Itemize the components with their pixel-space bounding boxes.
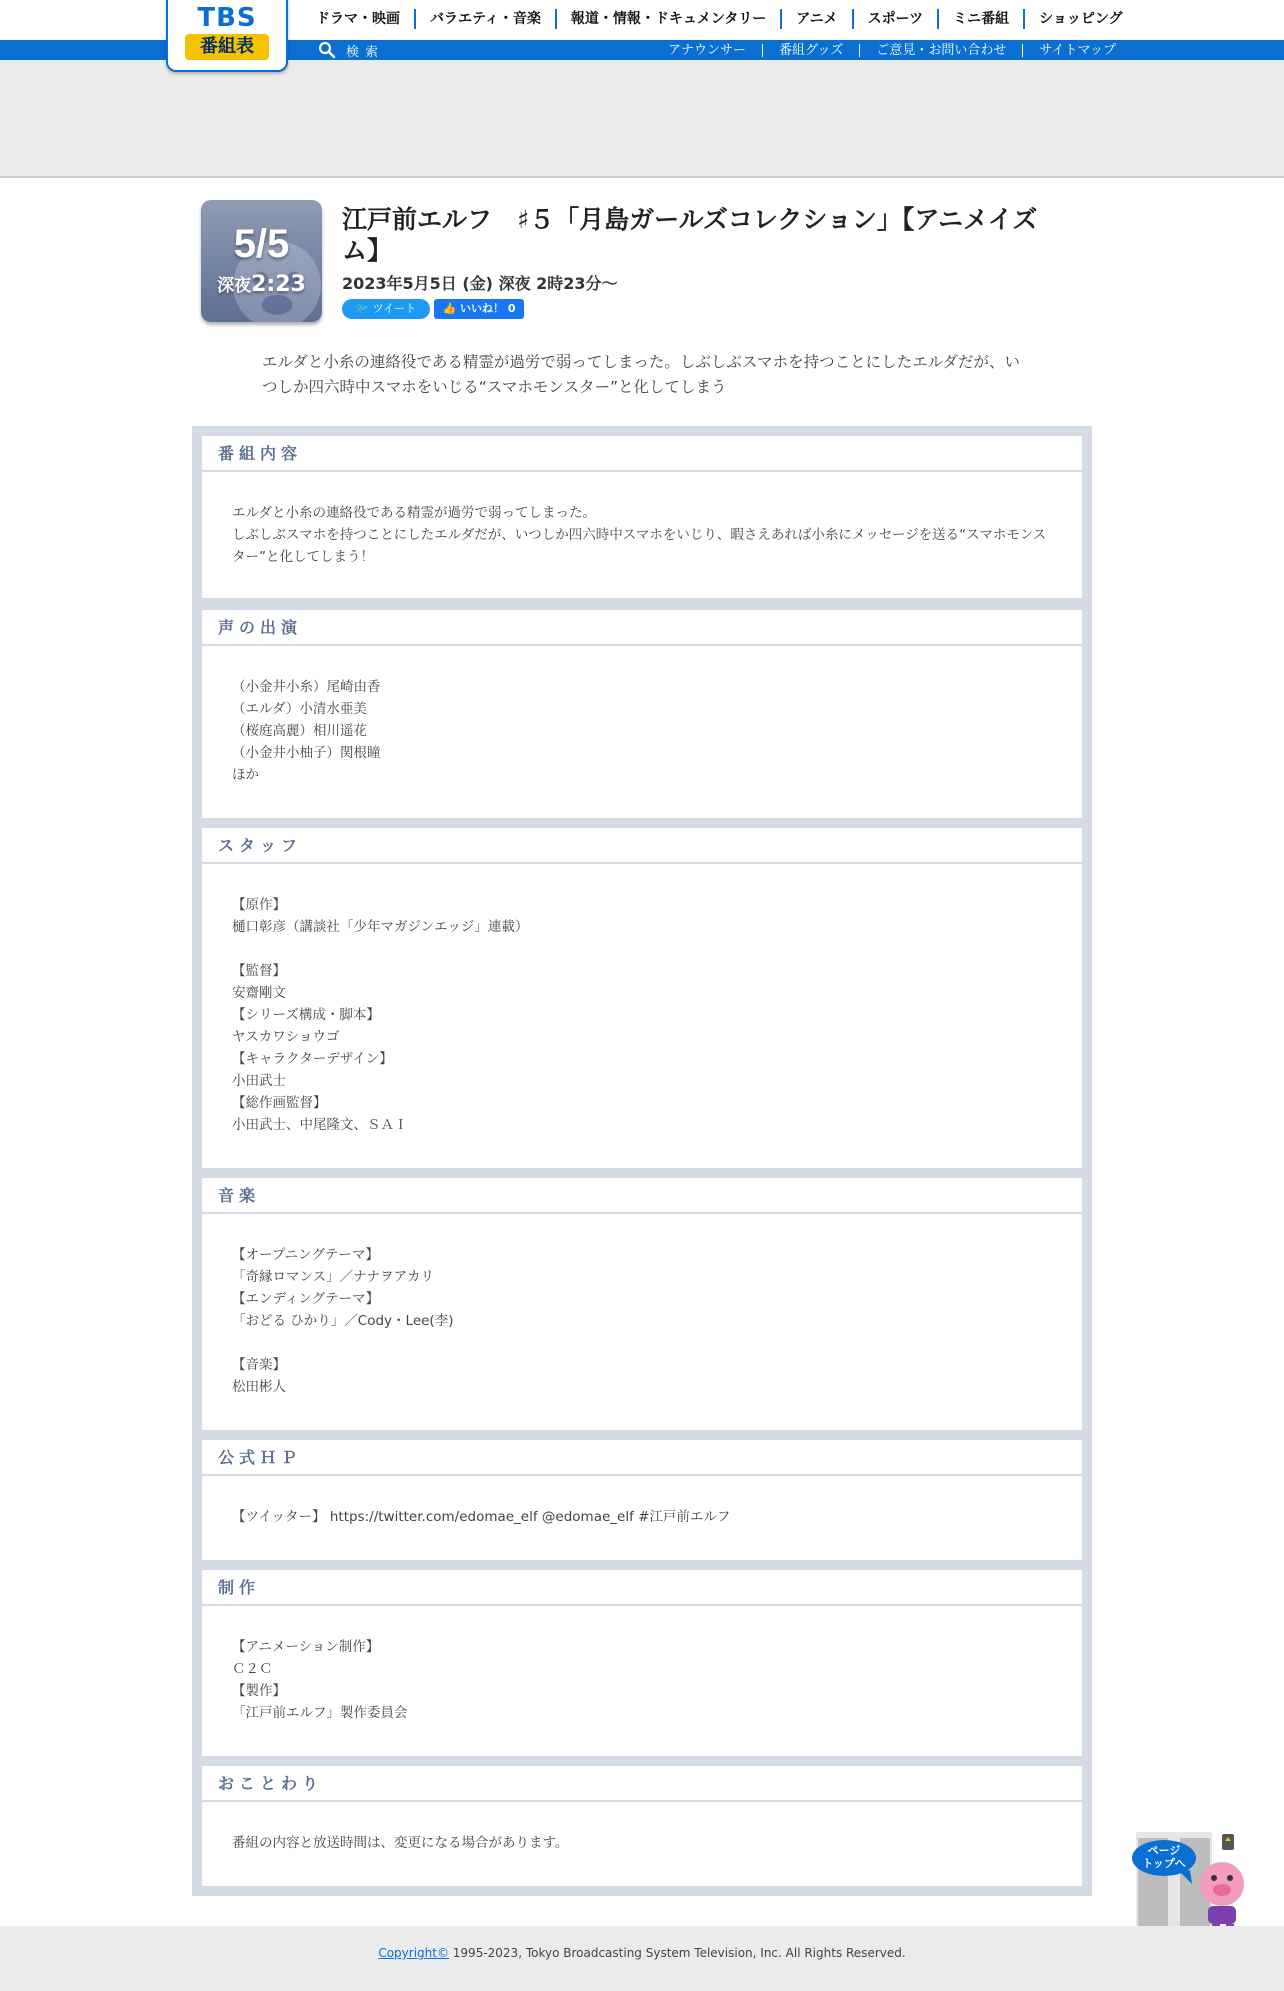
time-text: 深夜2:23: [217, 272, 306, 297]
search-label: 検索: [346, 44, 385, 60]
copyright-text: 1995-2023, Tokyo Broadcasting System Television, Inc. All Rights Reserved.: [448, 1946, 906, 1960]
nav-variety[interactable]: バラエティ・音楽: [414, 9, 555, 29]
social-buttons: [342, 299, 524, 319]
page-top-line1: ページ: [1147, 1844, 1181, 1857]
search-button[interactable]: [318, 41, 384, 59]
section-line: ヤスカワショウゴ: [232, 1029, 340, 1045]
section-line: ほか: [232, 767, 259, 783]
subnav-sitemap[interactable]: サイトマップ: [1022, 44, 1116, 57]
nav-mini[interactable]: ミニ番組: [937, 9, 1023, 29]
thumbs-up-icon: 👍: [442, 302, 461, 315]
section-line: （桜庭高麗）相川遥花: [232, 723, 367, 739]
section-body: [202, 864, 1082, 1136]
section-line: 小田武士、中尾隆文、ＳＡＩ: [232, 1117, 408, 1133]
subnav-goods[interactable]: 番組グッズ: [762, 44, 859, 57]
detail-frame: [192, 426, 1092, 1896]
program-lead: エルダと小糸の連絡役である精霊が過労で弱ってしまった。しぶしぶスマホを持つことにしたエルダだが、いつしか四六時中スマホをいじる“スマホモンスター”と化してしまう: [262, 353, 1020, 396]
section-heading: 番組内容: [202, 436, 1082, 472]
section-line: 【アニメーション制作】: [232, 1639, 380, 1655]
section-line: [232, 1332, 1052, 1354]
section-line: 【原作】: [232, 897, 286, 913]
section-content: [202, 436, 1082, 598]
section-body: [202, 1214, 1082, 1398]
official-links[interactable]: 【ツイッター】 https://twitter.com/edomae_elf @edomae_elf #江戸前エルフ: [232, 1509, 731, 1525]
section-heading: 制作: [202, 1570, 1082, 1606]
section-cast: [202, 610, 1082, 818]
nav-news[interactable]: 報道・情報・ドキュメンタリー: [555, 9, 780, 29]
section-line: 【音楽】: [232, 1357, 286, 1373]
nav-drama[interactable]: ドラマ・映画: [316, 11, 400, 27]
section-official-hp: [202, 1440, 1082, 1560]
section-heading: 声の出演: [202, 610, 1082, 646]
section-line: 小田武士: [232, 1073, 286, 1089]
section-body: [202, 1606, 1082, 1724]
program-title: 江戸前エルフ ♯５「月島ガールズコレクション」【アニメイズム】: [342, 205, 1038, 265]
nav-anime[interactable]: アニメ: [780, 9, 851, 29]
ad-banner-area: [0, 60, 1284, 178]
copyright-link[interactable]: Copyright©: [378, 1946, 449, 1960]
facebook-like-button[interactable]: 👍 いいね！ 0: [434, 299, 524, 319]
broadcast-date-badge: [201, 200, 322, 322]
section-line: 安齋剛文: [232, 985, 286, 1001]
section-line: 「江戸前エルフ」製作委員会: [232, 1705, 408, 1721]
section-body: [202, 1476, 1082, 1528]
section-line: （エルダ）小清水亜美: [232, 701, 367, 717]
page-top-line2: トップへ: [1142, 1857, 1186, 1870]
section-line: Ｃ２Ｃ: [232, 1661, 273, 1677]
section-line: エルダと小糸の連絡役である精霊が過労で弱ってしまった。: [232, 505, 596, 521]
section-line: （小金井小糸）尾崎由香: [232, 679, 381, 695]
subnav-announcer[interactable]: アナウンサー: [668, 42, 747, 58]
section-line: 樋口彰彦（講談社「少年マガジンエッジ」連載）: [232, 919, 529, 935]
section-line: 番組の内容と放送時間は、変更になる場合があります。: [232, 1835, 569, 1851]
section-music: [202, 1178, 1082, 1430]
search-icon: [318, 41, 336, 59]
sub-nav: [652, 41, 1116, 59]
section-line: 【製作】: [232, 1683, 286, 1699]
section-notice: [202, 1766, 1082, 1886]
section-line: 「奇縁ロマンス」／ナナヲアカリ: [232, 1269, 434, 1285]
section-heading: 公式ＨＰ: [202, 1440, 1082, 1476]
nav-shopping[interactable]: ショッピング: [1023, 9, 1136, 29]
twitter-bird-icon: 🐦: [355, 302, 370, 315]
section-line: （小金井小柚子）関根瞳: [232, 745, 381, 761]
section-line: 松田彬人: [232, 1379, 286, 1395]
section-line: 【キャラクターデザイン】: [232, 1051, 393, 1067]
air-datetime: 2023年5月5日 (金) 深夜 2時23分〜: [342, 274, 618, 293]
section-body: [202, 1802, 1082, 1854]
section-line: 【監督】: [232, 963, 286, 979]
subnav-contact[interactable]: ご意見・お問い合わせ: [859, 44, 1022, 57]
section-staff: [202, 828, 1082, 1168]
section-heading: おことわり: [202, 1766, 1082, 1802]
section-line: 【総作画監督】: [232, 1095, 327, 1111]
tbs-bangumi-logo[interactable]: [166, 0, 288, 72]
section-line: 【シリーズ構成・脚本】: [232, 1007, 380, 1023]
section-heading: 音楽: [202, 1178, 1082, 1214]
section-line: しぶしぶスマホを持つことにしたエルダだが、いつしか四六時中スマホをいじり、暇さえあれば小糸にメッセージを送る“スマホモンスター”と化してしまう！: [232, 527, 1047, 565]
section-line: 【エンディングテーマ】: [232, 1291, 380, 1307]
main-nav: [304, 8, 1137, 30]
section-body: [202, 646, 1082, 786]
section-body: [202, 472, 1082, 568]
section-production: [202, 1570, 1082, 1756]
section-line: [232, 938, 1052, 960]
date-text: 5/5: [233, 222, 290, 266]
section-heading: スタッフ: [202, 828, 1082, 864]
section-line: 【オープニングテーマ】: [232, 1247, 379, 1263]
tweet-button[interactable]: 🐦 ツイート: [342, 299, 430, 319]
logo-tbs-text: TBS: [197, 3, 257, 33]
page-top-button[interactable]: [1132, 1832, 1252, 1936]
nav-sports[interactable]: スポーツ: [852, 9, 937, 29]
section-line: 「おどる ひかり」／Cody・Lee(李): [232, 1313, 454, 1329]
logo-bangumi-text: 番組表: [185, 34, 269, 60]
footer: [0, 1926, 1284, 1991]
